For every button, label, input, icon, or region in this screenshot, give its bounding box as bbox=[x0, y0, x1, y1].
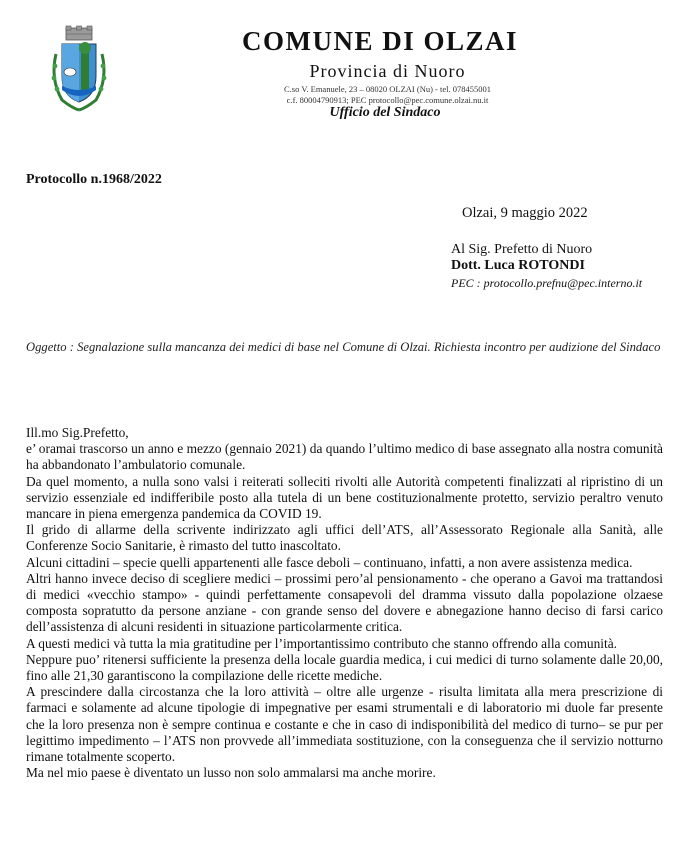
recipient-pec: PEC : protocollo.prefnu@pec.interno.it bbox=[451, 276, 643, 290]
recipient-name: Dott. Luca ROTONDI bbox=[451, 258, 585, 273]
address-line-2: c.f. 80004790913; PEC protocollo@pec.comune.olzai.nu.it bbox=[286, 95, 489, 105]
paragraph: e’ oramai trascorso un anno e mezzo (gennaio 2021) da quando l’ultimo medico di base assegnato alla nostra comunità ha abbandonato l’ambulatorio comunale. bbox=[26, 441, 663, 473]
letter-date: Olzai, 9 maggio 2022 bbox=[462, 205, 588, 221]
greeting: Ill.mo Sig.Prefetto, bbox=[26, 425, 129, 440]
paragraph: Alcuni cittadini – specie quelli appartenenti alle fasce deboli – continuano, infatti, a non avere assistenza medica. bbox=[26, 554, 633, 570]
paragraph: Altri hanno invece deciso di scegliere medici – prossimi pero’al pensionamento - che operano a Gavoi ma trattandosi di medici «vecchio stampo» - quindi perfettamente consapevoli del dramma vissuto dalla popolazione olzaese composta sopratutto da persone anziane - con grande senso del dovere e abnegazione hanno deciso di farsi carico dell’assistenza di alcuni residenti in situazione particolarmente critica. bbox=[26, 570, 663, 635]
province-name: Provincia di Nuoro bbox=[309, 61, 466, 81]
address-line-1: C.so V. Emanuele, 23 – 08020 OLZAI (Nu) - tel. 078455001 bbox=[284, 84, 491, 94]
paragraph: Ma nel mio paese è diventato un lusso non solo ammalarsi ma anche morire. bbox=[26, 765, 436, 781]
paragraph: Neppure puo’ ritenersi sufficiente la presenza della locale guardia medica, i cui medici di turno solamente dalle 20,00, fino alle 21,30 garantiscono la compilazione delle ricette mediche. bbox=[26, 651, 663, 684]
subject-line: Oggetto : Segnalazione sulla mancanza dei medici di base nel Comune di Olzai. Richiesta incontro per audizione del Sindaco bbox=[26, 340, 661, 354]
office-name: Ufficio del Sindaco bbox=[329, 105, 441, 120]
municipality-title: COMUNE DI OLZAI bbox=[241, 26, 519, 56]
letter-body bbox=[26, 425, 663, 781]
paragraph: Da quel momento, a nulla sono valsi i reiterati solleciti rivolti alle Autorità competenti finalizzati al ripristino di un servizio essenziale ed indifferibile posto alla tutela di un bene costituzionalmente protetto, servizio peraltro venuto mancare in piena emergenza pandemica da COVID 19. bbox=[26, 473, 663, 522]
paragraph: A prescindere dalla circostanza che la loro attività – oltre alle urgenze - risulta limitata alla mera prescrizione di farmaci e solamente ad alcune tipologie di impegnative per esami strumentali e di laboratorio mi duole far presente che la loro presenza non è sempre continua e costante e che in caso di indisponibilità del medico di turno– se pur per legittimo impedimento – l’ATS non provvede all’immediata sostituzione, con la conseguenza che il servizio notturno rimane totalmente scoperto. bbox=[26, 684, 663, 765]
paragraph: Il grido di allarme della scrivente indirizzato agli uffici dell’ATS, all’Assessorato Regionale alla Sanità, alle Conferenze Socio Sanitarie, è rimasto del tutto inascoltato. bbox=[26, 522, 663, 554]
protocol-number: Protocollo n.1968/2022 bbox=[26, 172, 162, 187]
recipient-title: Al Sig. Prefetto di Nuoro bbox=[451, 242, 593, 257]
paragraph: A questi medici và tutta la mia gratitudine per l’importantissimo contributo che stanno offrendo alla comunità. bbox=[26, 635, 618, 651]
